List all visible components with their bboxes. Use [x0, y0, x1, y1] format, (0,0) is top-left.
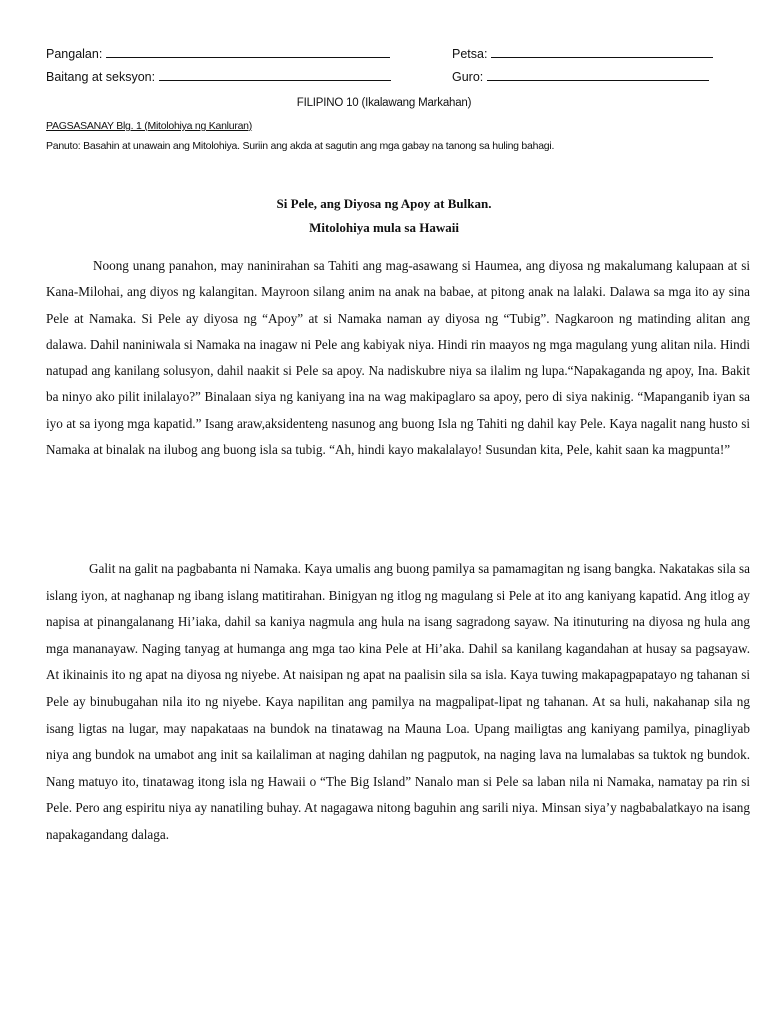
header-row-2	[46, 69, 726, 85]
grade-section-label: Baitang at seksyon:	[46, 70, 156, 84]
header-row-1	[46, 46, 726, 62]
date-blank-line[interactable]	[491, 46, 713, 58]
date-label: Petsa:	[452, 47, 488, 61]
name-field[interactable]	[46, 46, 396, 62]
story-paragraph-1-text: Noong unang panahon, may naninirahan sa Tahiti ang mag-asawang si Haumea, ang diyosa ng makalumang kalupaan at si Kana-Milohai, ang diyos ng kalangitan. Mayroon silang anim na anak na babae, at pitong anak na lalaki. Dalawa sa mga ito ay sina Pele at Namaka. Si Pele ay diyosa ng “Apoy” at si Namaka naman ay diyosa ng “Tubig”. Nagkaroon ng matinding alitan ang dalawa. Dahil naniniwala si Namaka na inagaw ni Pele ang kabiyak niya. Hindi rin maayos ng mga magulang yung alitan nila. Hindi natupad ang kanilang solusyon, dahil naakit si Pele sa apoy. Na nadiskubre niya sa ilalim ng lupa.“Napakaganda ng apoy, Ina. Bakit ba ninyo ako pilit inilalayo?” Binalaan siya ng kaniyang ina na wag makipaglaro sa apoy, pero di siya nakinig. “Mapanganib iyan sa iyo at sa iyong mga kapatid.” Isang araw,aksidenteng nasunog ang buong Isla ng Tahiti ng dahil kay Pele. Kaya nagalit nang husto si Namaka at binalak na ilubog ang buong isla sa tubig. “Ah, hindi kayo makalalayo! Susundan kita, Pele, kahit saan ka magpunta!”	[46, 258, 750, 458]
story-paragraph-2-text: Galit na galit na pagbabanta ni Namaka. Kaya umalis ang buong pamilya sa pamamagitan ng isang bangka. Nakatakas sila sa islang iyon, at naghanap ng ibang islang matitirahan. Binigyan ng itlog ng magulang si Pele at ito ang kaniyang kapatid. Ang itlog ay napisa at pinangalanang Hi’iaka, dahil sa kaniya nagmula ang hula na isang sagradong sayaw. Na itinuturing na diyosa ng hula ang mga mananayaw. Naging tanyag at humanga ang mga tao kina Pele at Hi’aka. Dahil sa kanilang kagandahan at husay sa pagsayaw. At ikinainis ito ng apat na diyosa ng niyebe. At naisipan ng apat na paalisin sila sa isla. Kaya tuwing makapagpapatayo ng tahanan si Pele ay binubugahan nila ito ng niyebe. Kaya napilitan ang pamilya na magpalipat-lipat ng tahanan. At sa huli, nakahanap sila ng isang ligtas na lugar, may napakataas na bundok na tinatawag na Mauna Loa. Upang mailigtas ang kaniyang pamilya, pinagliyab niya ang bundok na umabot ang init sa kailaliman at naging dahilan ng pagputok, na naging lava na lumalabas sa tuktok ng bundok. Nang matuyo ito, tinatawag itong isla ng Hawaii o “The Big Island” Nanalo man si Pele sa laban nila ni Namaka, namatay pa rin si Pele. Pero ang espiritu niya ay nanatiling buhay. At nagagawa nitong baguhin ang sarili niya. Minsan siya’y nagbabalatkayo na isang napakagandang dalaga.	[46, 561, 750, 842]
teacher-blank-line[interactable]	[487, 69, 709, 81]
subject-heading: FILIPINO 10 (Ikalawang Markahan)	[296, 97, 472, 109]
name-label: Pangalan:	[46, 47, 103, 61]
story-paragraph-2	[46, 556, 750, 849]
grade-section-field[interactable]	[46, 69, 396, 85]
teacher-label: Guro:	[452, 70, 484, 84]
exercise-title: PAGSASANAY Blg. 1 (Mitolohiya ng Kanluran)	[46, 120, 253, 132]
story-title: Si Pele, ang Diyosa ng Apoy at Bulkan.	[276, 196, 492, 211]
story-paragraph-1	[46, 253, 750, 463]
instruction-text: Panuto: Basahin at unawain ang Mitolohiya. Suriin ang akda at sagutin ang mga gabay na tanong sa huling bahagi.	[46, 140, 555, 152]
story-subtitle: Mitolohiya mula sa Hawaii	[309, 220, 459, 235]
grade-section-blank-line[interactable]	[159, 69, 391, 81]
teacher-field[interactable]	[452, 69, 722, 85]
name-blank-line[interactable]	[106, 46, 390, 58]
date-field[interactable]	[452, 46, 722, 62]
